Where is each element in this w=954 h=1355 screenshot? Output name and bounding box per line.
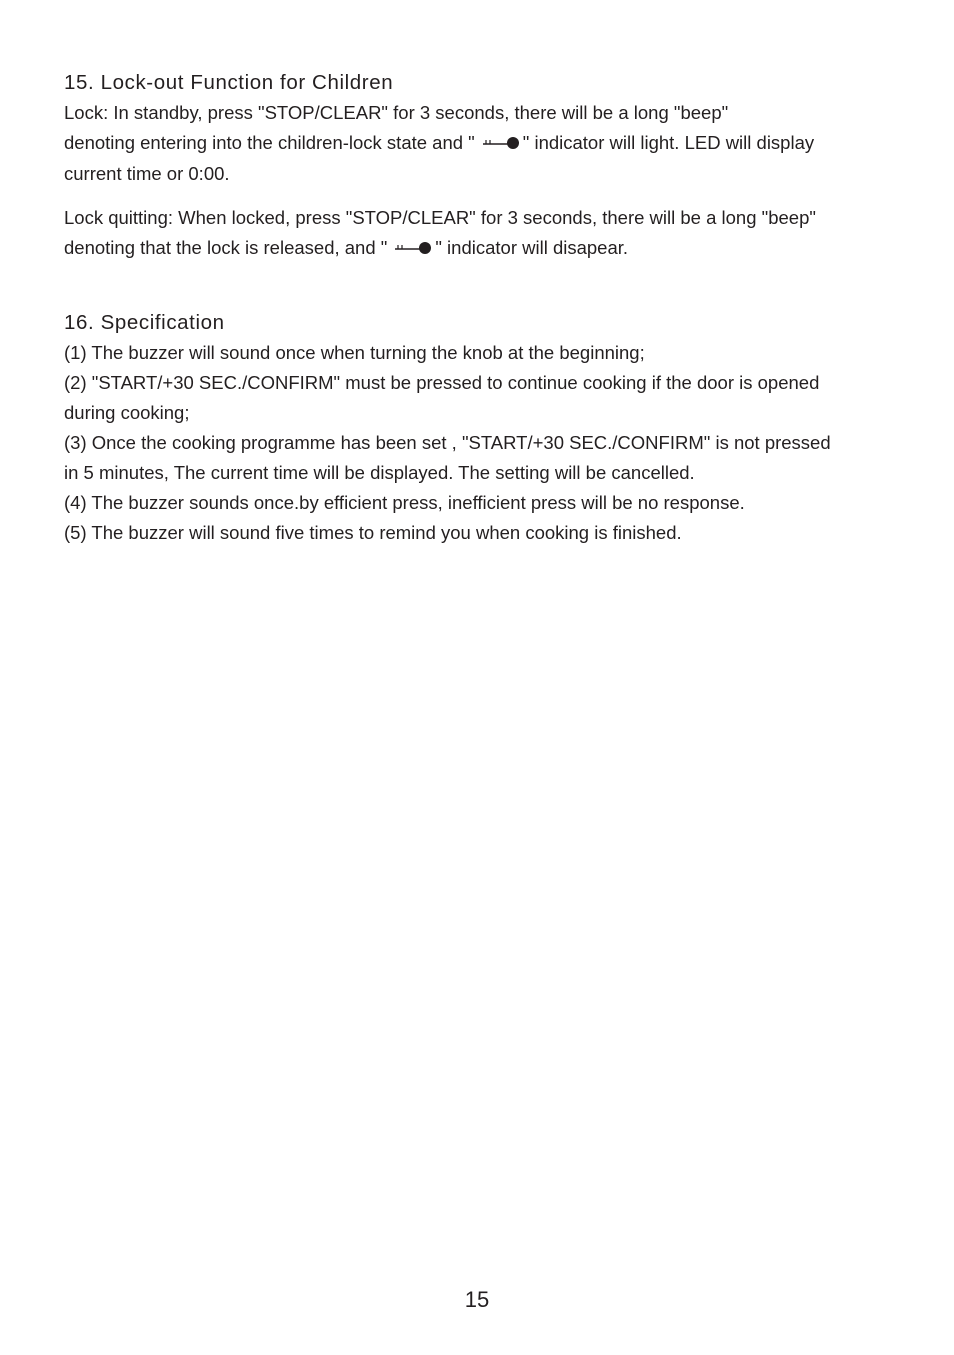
section-16-heading: 16. Specification: [64, 311, 225, 334]
lock-line-2-start: denoting entering into the children-lock state and ": [64, 132, 475, 153]
lock-line-2-end: " indicator will light. LED will display: [522, 132, 815, 153]
lock-line-2: [64, 128, 914, 159]
spec-line: in 5 minutes, The current time will be displayed. The setting will be cancelled.: [64, 462, 695, 483]
lock-paragraph: [64, 98, 914, 189]
spec-line: (4) The buzzer sounds once.by efficient press, inefficient press will be no response.: [64, 492, 745, 513]
lock-quitting-line-2: [64, 233, 914, 264]
spec-line: (5) The buzzer will sound five times to remind you when cooking is finished.: [64, 522, 682, 543]
lock-line-3: current time or 0:00.: [64, 163, 230, 184]
child-lock-icon: [392, 234, 432, 264]
spec-line: (2) "START/+30 SEC./CONFIRM" must be pressed to continue cooking if the door is opened: [64, 372, 820, 393]
lock-quitting-line-2-start: denoting that the lock is released, and ": [64, 237, 388, 258]
lock-quitting-line-2-end: " indicator will disapear.: [435, 237, 629, 258]
lock-line-1: Lock: In standby, press "STOP/CLEAR" for 3 seconds, there will be a long "beep": [64, 102, 729, 123]
lock-quitting-line-1: Lock quitting: When locked, press "STOP/CLEAR" for 3 seconds, there will be a long "beep": [64, 207, 816, 228]
spec-line: during cooking;: [64, 402, 190, 423]
spec-line: (1) The buzzer will sound once when turning the knob at the beginning;: [64, 342, 645, 363]
specification-list: [64, 338, 914, 548]
lock-quitting-paragraph: [64, 203, 914, 264]
section-15-heading: 15. Lock-out Function for Children: [64, 71, 394, 94]
page-number: 15: [464, 1287, 490, 1312]
spec-line: (3) Once the cooking programme has been set , "START/+30 SEC./CONFIRM" is not pressed: [64, 432, 831, 453]
child-lock-icon: [480, 129, 520, 159]
